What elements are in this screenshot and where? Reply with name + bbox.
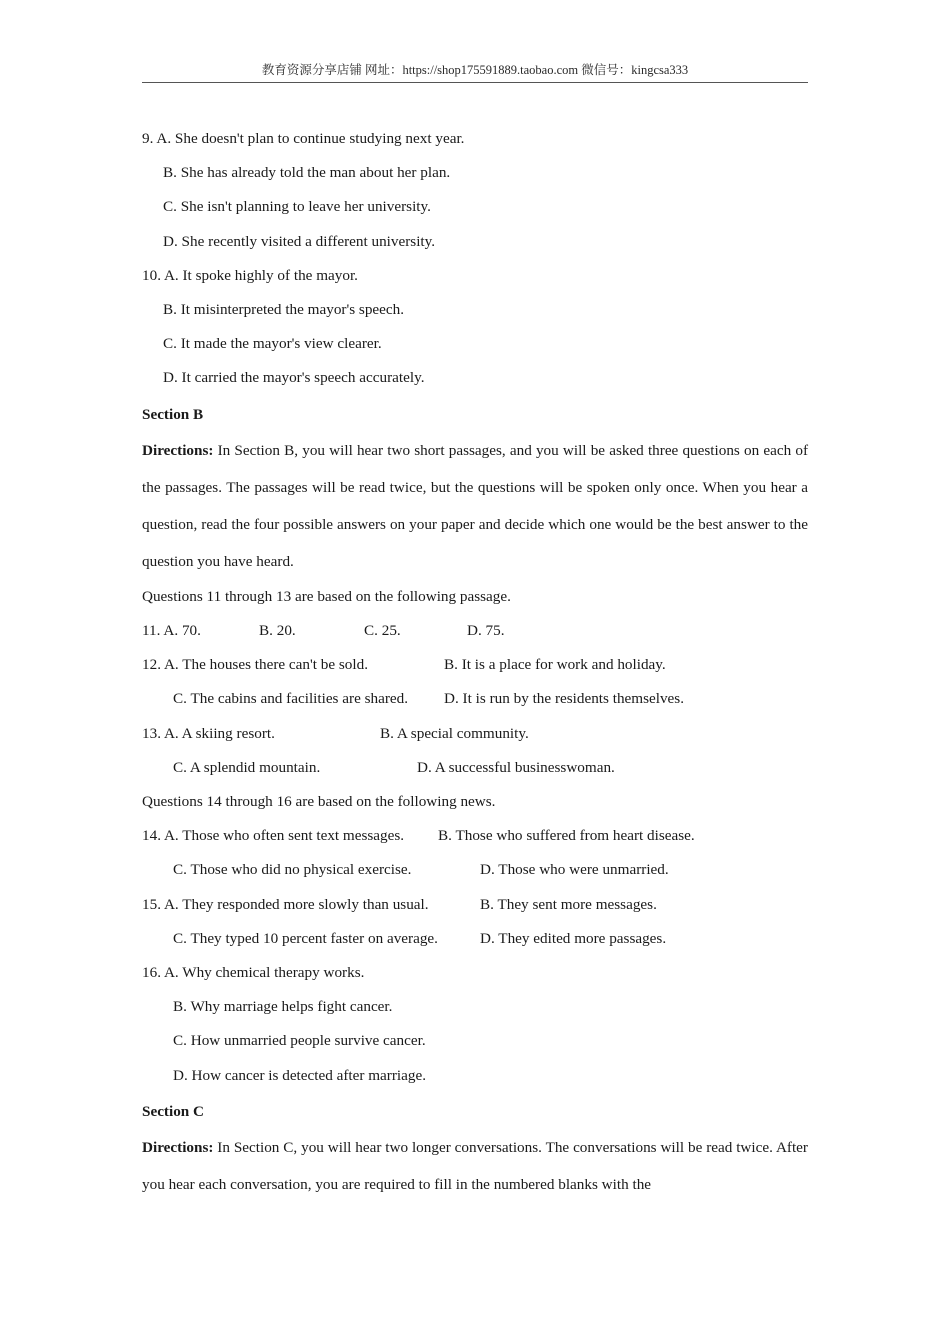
question-16-option-a: 16. A. Why chemical therapy works. [142,963,365,981]
question-15-row-2 [142,922,808,956]
passage-note-11-13: Questions 11 through 13 are based on the following passage. [142,587,511,605]
question-12-option-d: D. It is run by the residents themselves. [444,690,685,708]
question-9-option-d: D. She recently visited a different university. [163,232,436,250]
question-10-option-a: 10. A. It spoke highly of the mayor. [142,266,358,284]
question-14-option-d: D. Those who were unmarried. [480,861,669,879]
question-13-row-1 [142,717,808,751]
question-9-option-b: B. She has already told the man about her plan. [163,164,451,182]
question-14-option-c: C. Those who did no physical exercise. [173,861,412,879]
section-b-directions [142,432,808,580]
question-13-option-a: 13. A. A skiing resort. [142,724,275,742]
question-9-option-a: 9. A. She doesn't plan to continue studying next year. [142,130,465,147]
header-divider [142,82,808,83]
question-14-option-a: 14. A. Those who often sent text messages. [142,827,405,845]
question-11-option-d: D. 75. [467,622,505,640]
question-9-option-c: C. She isn't planning to leave her university. [163,198,431,216]
question-14-option-b: B. Those who suffered from heart disease. [438,827,695,845]
header-shop-line: 教育资源分享店铺 网址：https://shop175591889.taobao.com 微信号：kingcsa333 [261,63,689,77]
question-13-option-b: B. A special community. [380,724,529,742]
question-15-option-c: C. They typed 10 percent faster on average. [173,929,438,947]
question-16-option-d: D. How cancer is detected after marriage. [173,1066,426,1084]
section-b-directions-text: In Section B, you will hear two short passages, and you will be asked three questions on each of the passages. The passages will be read twice, but the questions will be spoken only once. When you hear a question, read the four possible answers on your paper and decide which one would be the best answer to the question you have heard. [142,441,808,570]
question-15-option-a: 15. A. They responded more slowly than usual. [142,895,429,913]
question-11-option-c: C. 25. [364,622,401,640]
question-15-option-b: B. They sent more messages. [480,895,657,913]
question-10-option-c: C. It made the mayor's view clearer. [163,335,382,353]
question-16-option-b: B. Why marriage helps fight cancer. [173,998,393,1016]
question-12-row-1 [142,648,808,682]
question-12-row-2 [142,682,808,716]
section-b-directions-label: Directions: [142,441,214,459]
document-content [142,122,808,1203]
question-11-option-a: 11. A. 70. [142,622,201,640]
question-12-option-a: 12. A. The houses there can't be sold. [142,656,369,674]
question-15-option-d: D. They edited more passages. [480,929,667,947]
question-13-option-d: D. A successful businesswoman. [417,758,615,776]
question-12-option-c: C. The cabins and facilities are shared. [173,690,409,708]
question-11-row [142,614,808,648]
section-b-heading: Section B [142,405,204,423]
section-c-directions [142,1129,808,1203]
section-c-heading: Section C [142,1102,205,1120]
section-c-directions-label: Directions: [142,1138,214,1156]
question-13-option-c: C. A splendid mountain. [173,758,321,776]
question-16-option-c: C. How unmarried people survive cancer. [173,1032,426,1050]
question-10-option-b: B. It misinterpreted the mayor's speech. [163,301,405,319]
question-13-row-2 [142,751,808,785]
question-14-row-2 [142,853,808,887]
question-14-row-1 [142,819,808,853]
question-12-option-b: B. It is a place for work and holiday. [444,656,666,674]
page-header [142,62,808,83]
section-c-directions-text: In Section C, you will hear two longer conversations. The conversations will be read twice. After you hear each conversation, you are required to fill in the numbered blanks with the [142,1138,808,1193]
question-11-option-b: B. 20. [259,622,296,640]
question-15-row-1 [142,888,808,922]
passage-note-14-16: Questions 14 through 16 are based on the following news. [142,792,496,810]
question-10-option-d: D. It carried the mayor's speech accurately. [163,369,425,387]
